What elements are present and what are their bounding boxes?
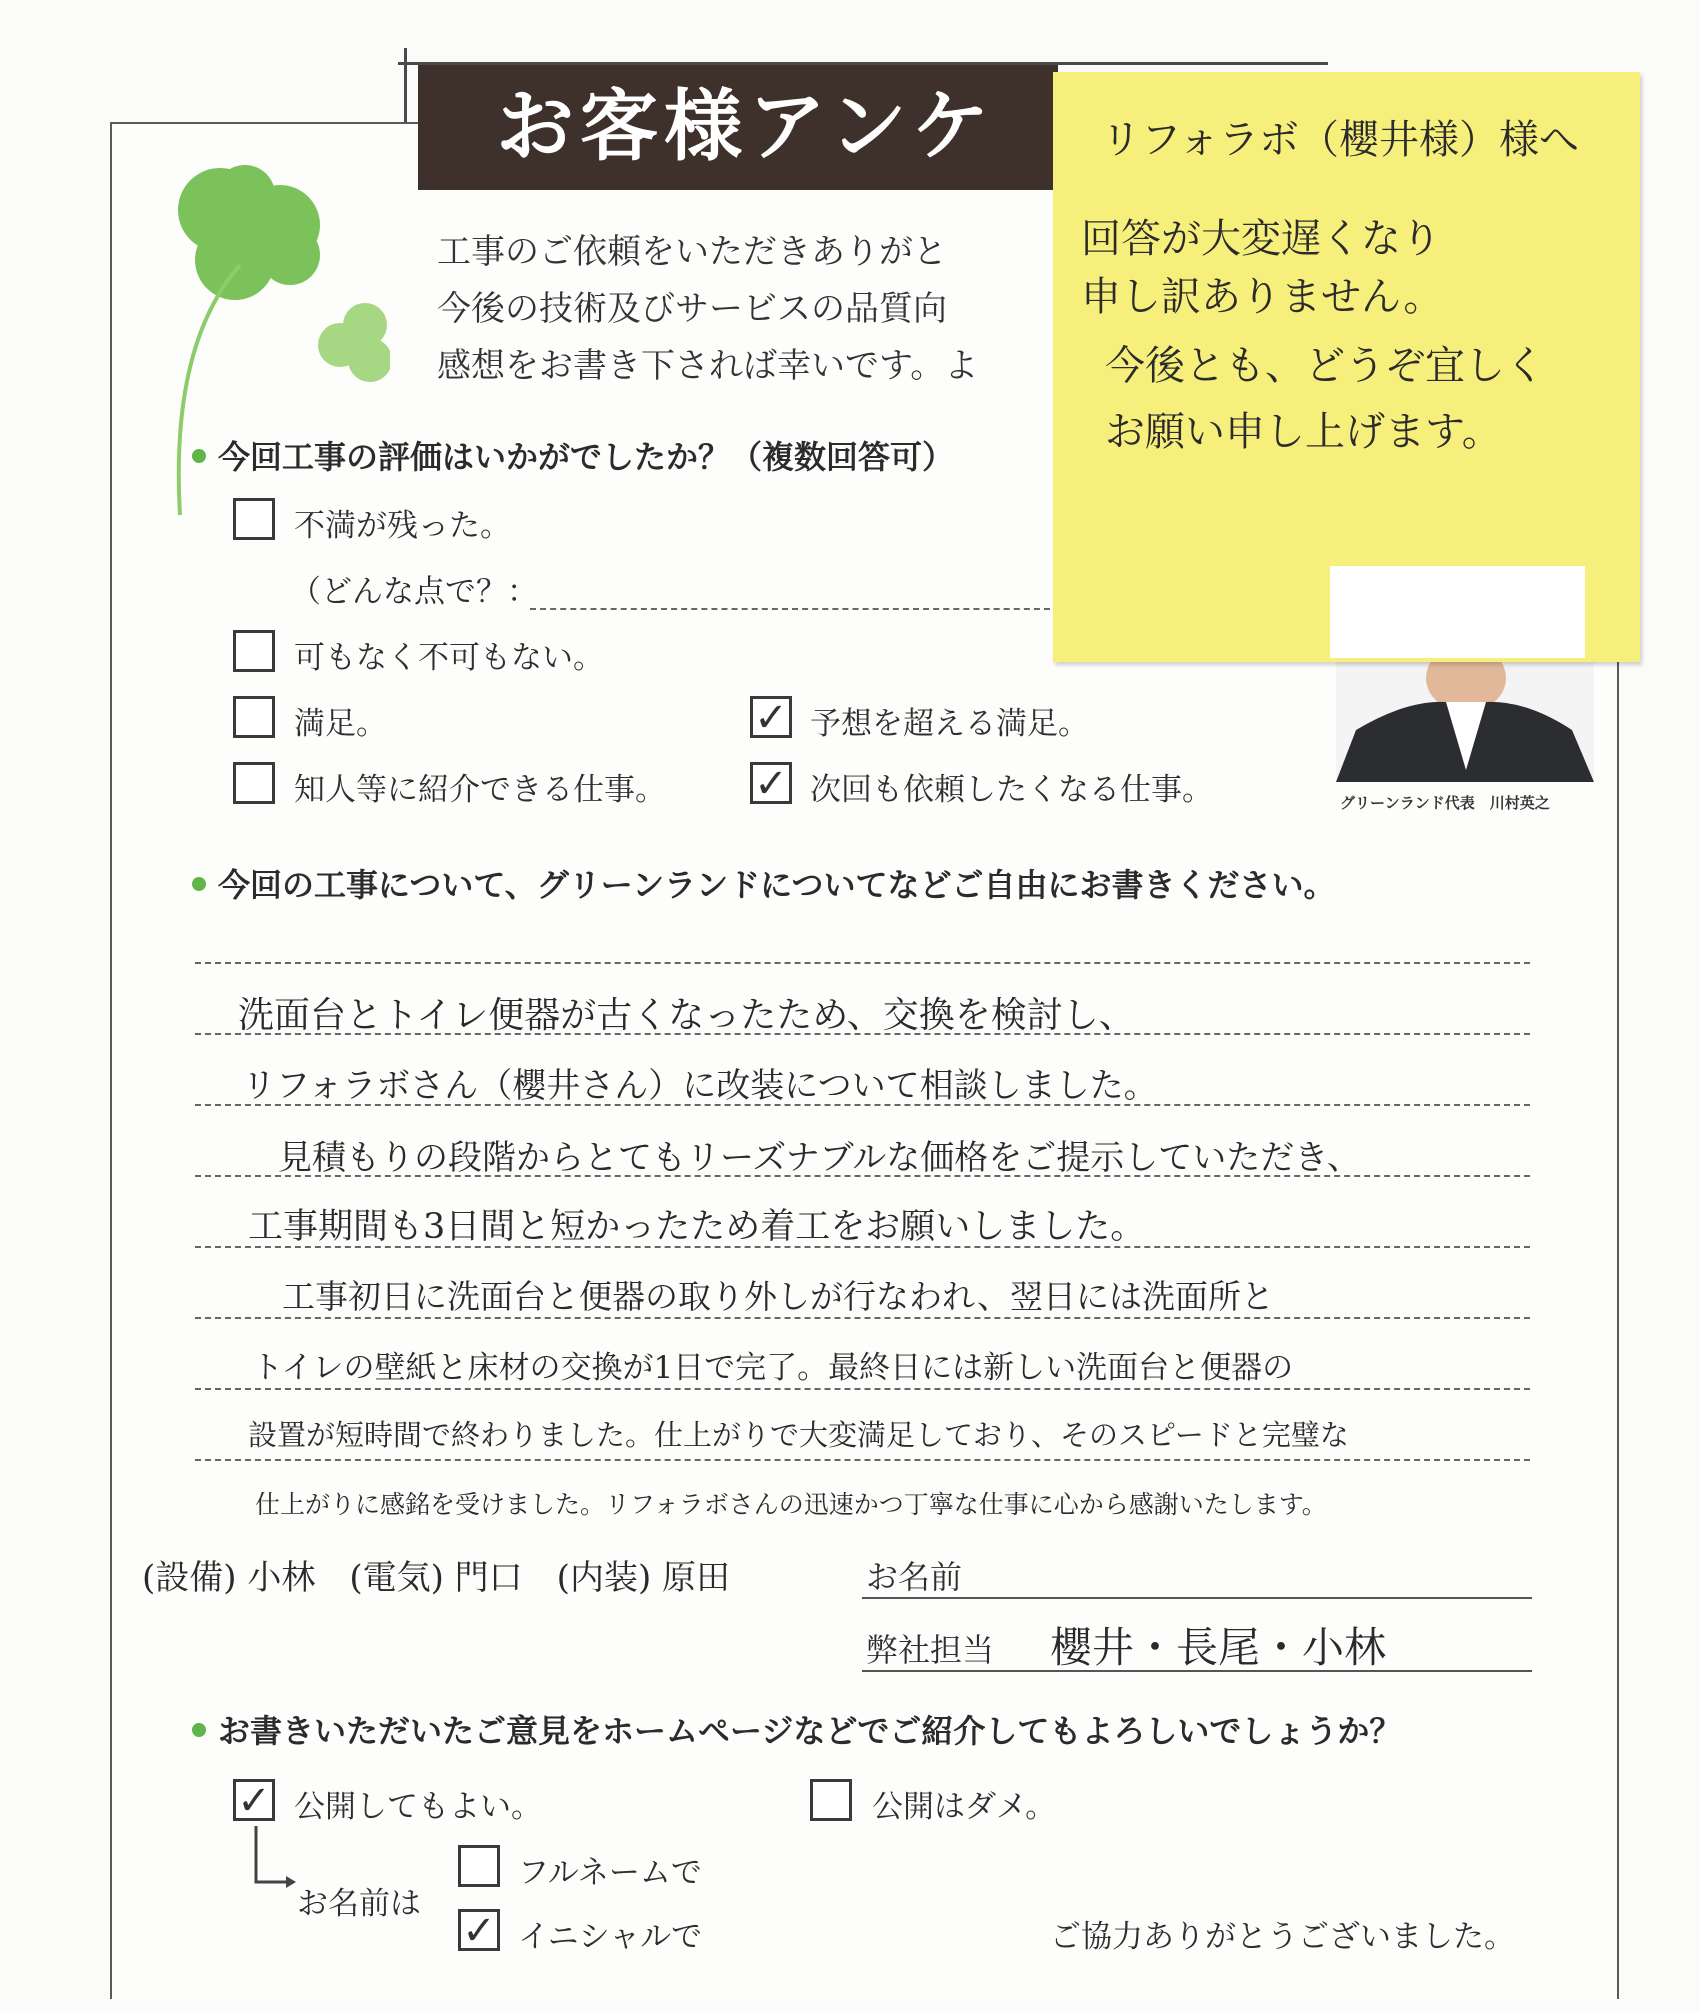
bullet-icon (192, 877, 206, 891)
bullet-icon (192, 1723, 206, 1737)
writing-line (195, 962, 1530, 964)
page-title: お客様アンケ (418, 65, 1058, 190)
option-initial-label: イニシャルで (518, 1919, 703, 1955)
option-neutral-label: 可もなく不可もない。 (294, 640, 604, 676)
handwritten-line: 工事初日に洗面台と便器の取り外しが行なわれ、翌日には洗面所と (282, 1277, 1274, 1316)
q1-heading-text: 今回工事の評価はいかがでしたか？（複数回答可） (218, 438, 955, 476)
writing-line (195, 1459, 1530, 1461)
q3-heading-text: お書きいただいたご意見をホームページなどでご紹介してもよろしいでしょうか？ (218, 1712, 1402, 1750)
handwritten-line: 設置が短時間で終わりました。仕上がりで大変満足しており、そのスピードと完璧な (248, 1418, 1349, 1452)
option-fullname-label: フルネームで (518, 1855, 702, 1891)
staff-value: 櫻井・長尾・小林 (1050, 1623, 1387, 1672)
option-beyond-label: 予想を超える満足。 (810, 706, 1089, 742)
sticky-line: 回答が大変遅くなり (1081, 216, 1441, 262)
checkbox-neutral[interactable] (233, 630, 275, 672)
branch-arrow-icon (250, 1826, 300, 1896)
checkbox-fullname[interactable] (458, 1845, 500, 1887)
handwritten-line: 仕上がりに感銘を受けました。リフォラボさんの迅速かつ丁寧な仕事に心から感謝いたします。 (255, 1490, 1327, 1519)
check-mark-icon: ✓ (754, 761, 788, 807)
handwritten-line: 工事期間も3日間と短かったため着工をお願いしました。 (248, 1207, 1146, 1247)
staff-field-line (862, 1670, 1532, 1672)
sticky-line: 申し訳ありません。 (1081, 274, 1444, 320)
sticky-line: 今後とも、どうぞ宜しく (1105, 343, 1545, 389)
handwritten-line: トイレの壁紙と床材の交換が1日で完了。最終日には新しい洗面台と便器の (252, 1350, 1294, 1386)
check-mark-icon: ✓ (237, 1778, 271, 1824)
option-unsatisfied-label: 不満が残った。 (294, 508, 511, 544)
redaction-box (1330, 566, 1585, 658)
name-format-label: お名前は (297, 1886, 421, 1922)
q3-heading (192, 1706, 1401, 1752)
checkbox-public-ok[interactable] (233, 1778, 275, 1824)
option-recommend-label: 知人等に紹介できる仕事。 (294, 772, 666, 808)
president-caption: グリーンランド代表 川村英之 (1340, 794, 1550, 812)
check-mark-icon: ✓ (754, 695, 788, 741)
checkbox-again[interactable] (750, 761, 792, 807)
checkbox-public-ng[interactable] (810, 1779, 852, 1821)
writing-line (195, 1388, 1530, 1390)
q2-heading (192, 860, 1335, 906)
name-label: お名前 (866, 1558, 963, 1596)
intro-line-3: 感想をお書き下されば幸いです。よ (437, 346, 979, 386)
detail-label: （どんな点で？： (290, 574, 538, 610)
bullet-icon (192, 449, 206, 463)
detail-input-line[interactable] (530, 608, 1050, 610)
person-silhouette-icon (1336, 660, 1594, 782)
q1-heading (192, 432, 954, 478)
handwritten-line: リフォラボさん（櫻井さん）に改装について相談しました。 (242, 1066, 1158, 1106)
checkbox-initial[interactable] (458, 1908, 500, 1954)
title-deco-vline (404, 48, 407, 128)
staff-label: 弊社担当 (866, 1631, 995, 1669)
option-again-label: 次回も依頼したくなる仕事。 (810, 772, 1213, 808)
staff-note: (設備) 小林 (電気) 門口 (内装) 原田 (142, 1558, 731, 1598)
sticky-line: リフォラボ（櫻井様）様へ (1101, 117, 1579, 163)
option-satisfied-label: 満足。 (294, 706, 387, 742)
name-field-line[interactable] (862, 1597, 1532, 1599)
q2-heading-text: 今回の工事について、グリーンランドについてなどご自由にお書きください。 (218, 866, 1336, 904)
president-photo (1336, 660, 1594, 782)
handwritten-line: 見積もりの段階からとてもリーズナブルな価格をご提示していただき、 (278, 1138, 1361, 1178)
handwritten-line: 洗面台とトイレ便器が古くなったため、交換を検討し、 (238, 995, 1135, 1036)
checkbox-beyond[interactable] (750, 695, 792, 741)
check-mark-icon: ✓ (462, 1908, 496, 1954)
sticky-line: お願い申し上げます。 (1105, 409, 1502, 455)
option-public-ok-label: 公開してもよい。 (294, 1789, 542, 1825)
thanks-text: ご協力ありがとうございました。 (1050, 1919, 1515, 1955)
intro-line-1: 工事のご依頼をいただきありがと (437, 232, 947, 272)
intro-line-2: 今後の技術及びサービスの品質向 (437, 289, 947, 329)
checkbox-unsatisfied[interactable] (233, 498, 275, 540)
checkbox-satisfied[interactable] (233, 696, 275, 738)
checkbox-recommend[interactable] (233, 762, 275, 804)
option-public-ng-label: 公開はダメ。 (872, 1789, 1057, 1825)
